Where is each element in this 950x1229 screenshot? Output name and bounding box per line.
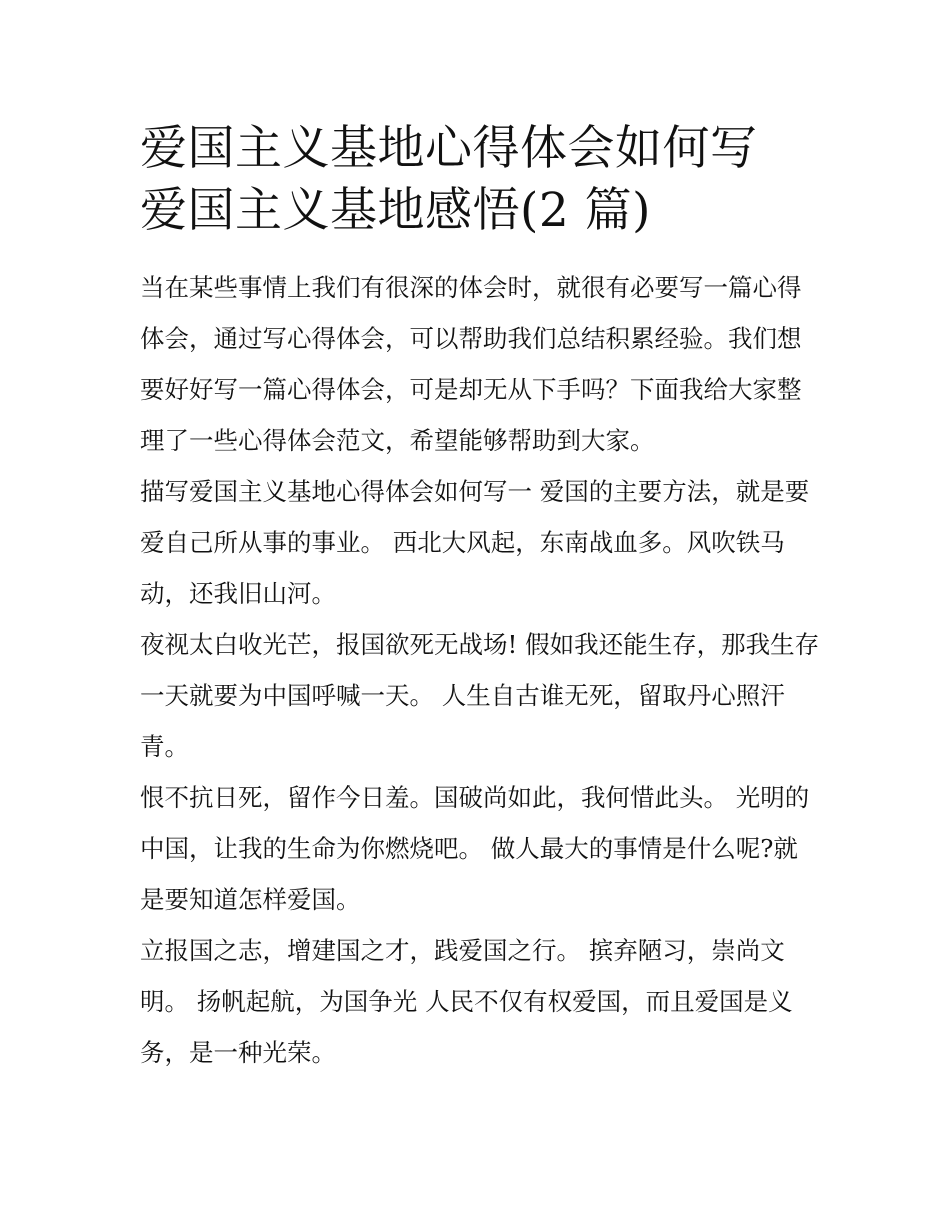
document-title [140,118,820,242]
paragraph-3: 夜视太白收光芒，报国欲死无战场! 假如我还能生存，那我生存一天就要为中国呼喊一天。 人生自古谁无死，留取丹心照汗青。 [140,630,820,761]
title-line-1: 爱国主义基地心得体会如何写 [140,121,758,176]
paragraph-2: 描写爱国主义基地心得体会如何写一 爱国的主要方法，就是要爱自己所从事的事业。 西北大风起，东南战血多。风吹铁马动，还我旧山河。 [140,477,810,608]
paragraph-4: 恨不抗日死，留作今日羞。国破尚如此，我何惜此头。 光明的中国，让我的生命为你燃烧吧。 做人最大的事情是什么呢?就是要知道怎样爱国。 [140,783,810,914]
paragraph-5: 立报国之志，增建国之才，践爱国之行。 摈弃陋习，崇尚文明。 扬帆起航，为国争光 人民不仅有权爱国，而且爱国是义务，是一种光荣。 [140,936,793,1067]
paragraph-intro: 当在某些事情上我们有很深的体会时，就很有必要写一篇心得体会，通过写心得体会，可以帮助我们总结积累经验。我们想要好好写一篇心得体会，可是却无从下手吗？下面我给大家整理了一些心得体会范文，希望能够帮助到大家。 [140,273,802,455]
document-body [140,262,820,1078]
document-page [140,118,820,1078]
title-line-2: 爱国主义基地感悟(2 篇) [140,183,652,238]
